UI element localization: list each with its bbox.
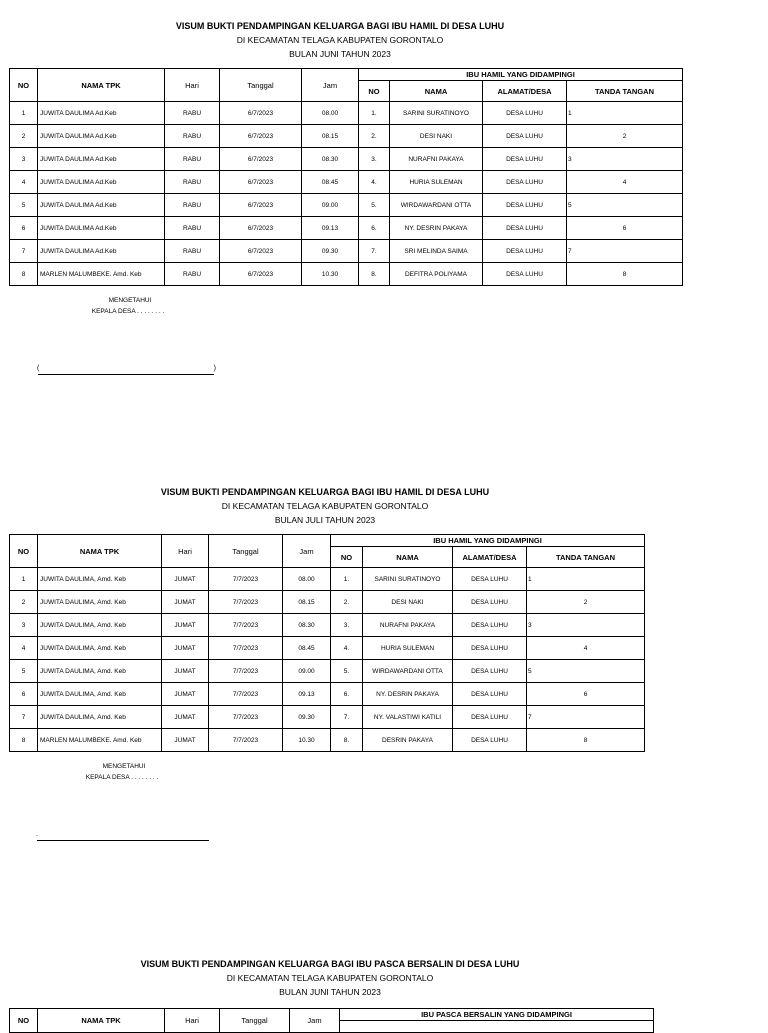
cell-no: 3 xyxy=(10,614,38,637)
section-title: VISUM BUKTI PENDAMPINGAN KELUARGA BAGI IBU PASCA BERSALIN DI DESA LUHU xyxy=(140,959,520,969)
header-no: NO xyxy=(10,1009,38,1033)
cell-alamat: DESA LUHU xyxy=(453,660,527,683)
cell-jam: 10.30 xyxy=(302,263,359,286)
cell-tanggal: 6/7/2023 xyxy=(220,125,302,148)
cell-no-2: 8. xyxy=(359,263,390,286)
cell-alamat: DESA LUHU xyxy=(483,194,567,217)
cell-tanda-tangan: 6 xyxy=(567,217,683,240)
cell-jam: 08.00 xyxy=(283,568,331,591)
cell-nama: SRI MELINDA SAIMA xyxy=(390,240,483,263)
cell-no-2: 3. xyxy=(359,148,390,171)
cell-nama: HURIA SULEMAN xyxy=(363,637,453,660)
kepala-desa-label: KEPALA DESA . . . . . . . . xyxy=(85,774,159,781)
cell-tanda-tangan: 6 xyxy=(527,683,645,706)
cell-alamat: DESA LUHU xyxy=(453,706,527,729)
cell-alamat: DESA LUHU xyxy=(453,637,527,660)
header-jam: Jam xyxy=(290,1009,340,1033)
cell-jam: 08.00 xyxy=(302,102,359,125)
cell-tanggal: 6/7/2023 xyxy=(220,102,302,125)
cell-no-2: 4. xyxy=(331,637,363,660)
cell-nama-tpk: JUWITA DAULIMA Ad.Keb xyxy=(38,217,165,240)
header-group-ibu-pasca-bersalin: IBU PASCA BERSALIN YANG DIDAMPINGI xyxy=(340,1009,654,1021)
cell-tanda-tangan: 7 xyxy=(567,240,683,263)
cell-nama-tpk: MARLEN MALUMBEKE. Amd. Keb xyxy=(38,263,165,286)
cell-no-2: 7. xyxy=(331,706,363,729)
cell-nama: SARINI SURATINOYO xyxy=(390,102,483,125)
cell-tanda-tangan: 4 xyxy=(527,637,645,660)
cell-no-2: 7. xyxy=(359,240,390,263)
table-row xyxy=(10,194,683,217)
cell-jam: 09.13 xyxy=(283,683,331,706)
cell-tanda-tangan: 1 xyxy=(527,568,645,591)
cell-nama: SARINI SURATINOYO xyxy=(363,568,453,591)
header-nama-tpk: NAMA TPK xyxy=(38,69,165,102)
section-subtitle-period: BULAN JULI TAHUN 2023 xyxy=(274,515,376,525)
cell-tanda-tangan: 5 xyxy=(527,660,645,683)
cell-hari: RABU xyxy=(165,171,220,194)
cell-hari: RABU xyxy=(165,217,220,240)
cell-no: 2 xyxy=(10,591,38,614)
header-alamat: ALAMAT/DESA xyxy=(453,547,527,568)
cell-jam: 08.45 xyxy=(283,637,331,660)
cell-nama: NY. DESRIN PAKAYA xyxy=(363,683,453,706)
cell-tanggal: 7/7/2023 xyxy=(209,706,283,729)
cell-tanggal: 6/7/2023 xyxy=(220,263,302,286)
cell-nama: NY. DESRIN PAKAYA xyxy=(390,217,483,240)
cell-hari: RABU xyxy=(165,102,220,125)
cell-no-2: 2. xyxy=(331,591,363,614)
table-row xyxy=(10,683,645,706)
table-row xyxy=(10,660,645,683)
cell-tanggal: 7/7/2023 xyxy=(209,729,283,752)
cell-nama-tpk: JUWITA DAULIMA Ad.Keb xyxy=(38,240,165,263)
header-hari: Hari xyxy=(162,535,209,568)
header-tanggal: Tanggal xyxy=(209,535,283,568)
signature-line xyxy=(37,365,216,375)
cell-nama: NURAFNI PAKAYA xyxy=(390,148,483,171)
cell-tanda-tangan: 2 xyxy=(527,591,645,614)
section-subtitle-district: DI KECAMATAN TELAGA KABUPATEN GORONTALO xyxy=(226,973,434,983)
cell-alamat: DESA LUHU xyxy=(453,614,527,637)
cell-tanggal: 6/7/2023 xyxy=(220,194,302,217)
header-hari: Hari xyxy=(165,69,220,102)
table-row xyxy=(10,125,683,148)
header-tanggal: Tanggal xyxy=(220,1009,290,1033)
header-group-ibu-hamil: IBU HAMIL YANG DIDAMPINGI xyxy=(359,69,683,81)
cell-hari: JUMAT xyxy=(162,591,209,614)
cell-tanggal: 7/7/2023 xyxy=(209,683,283,706)
cell-nama-tpk: JUWITA DAULIMA, Amd. Keb xyxy=(38,591,162,614)
cell-jam: 09.00 xyxy=(302,194,359,217)
cell-alamat: DESA LUHU xyxy=(483,240,567,263)
cell-alamat: DESA LUHU xyxy=(483,148,567,171)
cell-no: 8 xyxy=(10,263,38,286)
visum-table xyxy=(9,68,683,286)
cell-nama: WIRDAWARDANI OTTA xyxy=(390,194,483,217)
cell-alamat: DESA LUHU xyxy=(453,591,527,614)
cell-nama: DESI NAKI xyxy=(363,591,453,614)
cell-hari: RABU xyxy=(165,148,220,171)
cell-no-2: 5. xyxy=(359,194,390,217)
cell-tanda-tangan: 3 xyxy=(567,148,683,171)
table-row xyxy=(10,614,645,637)
header-nama-tpk: NAMA TPK xyxy=(38,1009,165,1033)
signature-line xyxy=(36,831,209,841)
cell-tanggal: 6/7/2023 xyxy=(220,171,302,194)
cell-tanda-tangan: 1 xyxy=(567,102,683,125)
table-row xyxy=(10,240,683,263)
cell-nama-tpk: JUWITA DAULIMA Ad.Keb xyxy=(38,148,165,171)
signature-open-paren: ( xyxy=(37,365,40,372)
cell-tanggal: 7/7/2023 xyxy=(209,660,283,683)
header-nama: NAMA xyxy=(363,547,453,568)
cell-no: 7 xyxy=(10,240,38,263)
mengetahui-label: MENGETAHUI xyxy=(102,763,146,770)
header-subgroup xyxy=(340,1021,654,1033)
cell-nama-tpk: JUWITA DAULIMA Ad.Keb xyxy=(38,125,165,148)
cell-jam: 09.30 xyxy=(283,706,331,729)
cell-tanda-tangan: 8 xyxy=(567,263,683,286)
cell-nama: WIRDAWARDANI OTTA xyxy=(363,660,453,683)
cell-jam: 08.30 xyxy=(302,148,359,171)
header-jam: Jam xyxy=(302,69,359,102)
cell-no-2: 5. xyxy=(331,660,363,683)
cell-no-2: 8. xyxy=(331,729,363,752)
cell-alamat: DESA LUHU xyxy=(483,171,567,194)
table-row xyxy=(10,102,683,125)
header-jam: Jam xyxy=(283,535,331,568)
cell-alamat: DESA LUHU xyxy=(483,217,567,240)
table-body xyxy=(10,102,683,286)
cell-hari: JUMAT xyxy=(162,637,209,660)
cell-jam: 09.13 xyxy=(302,217,359,240)
visum-table xyxy=(9,1008,654,1033)
cell-no: 8 xyxy=(10,729,38,752)
table-row xyxy=(10,706,645,729)
cell-hari: RABU xyxy=(165,194,220,217)
table-row xyxy=(10,568,645,591)
section-title: VISUM BUKTI PENDAMPINGAN KELUARGA BAGI IBU HAMIL DI DESA LUHU xyxy=(175,21,505,31)
cell-jam: 09.00 xyxy=(283,660,331,683)
mengetahui-label: MENGETAHUI xyxy=(108,297,152,304)
cell-nama-tpk: JUWITA DAULIMA Ad.Keb xyxy=(38,194,165,217)
cell-no-2: 6. xyxy=(359,217,390,240)
cell-no-2: 2. xyxy=(359,125,390,148)
cell-no: 1 xyxy=(10,102,38,125)
section-subtitle-period: BULAN JUNI TAHUN 2023 xyxy=(279,987,381,997)
header-nama-tpk: NAMA TPK xyxy=(38,535,162,568)
cell-alamat: DESA LUHU xyxy=(483,102,567,125)
cell-hari: JUMAT xyxy=(162,729,209,752)
cell-tanggal: 7/7/2023 xyxy=(209,637,283,660)
cell-nama-tpk: MARLEN MALUMBEKE. Amd. Keb xyxy=(38,729,162,752)
cell-tanda-tangan: 8 xyxy=(527,729,645,752)
header-hari: Hari xyxy=(165,1009,220,1033)
header-no-2: NO xyxy=(331,547,363,568)
table-row xyxy=(10,217,683,240)
cell-tanda-tangan: 4 xyxy=(567,171,683,194)
cell-nama: DESRIN PAKAYA xyxy=(363,729,453,752)
cell-jam: 08.45 xyxy=(302,171,359,194)
header-tanda-tangan: TANDA TANGAN xyxy=(527,547,645,568)
cell-jam: 08.15 xyxy=(302,125,359,148)
cell-no-2: 4. xyxy=(359,171,390,194)
cell-no-2: 3. xyxy=(331,614,363,637)
signature-close-paren: ) xyxy=(213,365,216,372)
cell-hari: JUMAT xyxy=(162,706,209,729)
cell-alamat: DESA LUHU xyxy=(483,125,567,148)
cell-tanggal: 6/7/2023 xyxy=(220,148,302,171)
table-row xyxy=(10,729,645,752)
cell-hari: RABU xyxy=(165,125,220,148)
signature-open-mark: . xyxy=(36,831,38,838)
cell-nama: DESI NAKI xyxy=(390,125,483,148)
cell-nama-tpk: JUWITA DAULIMA Ad.Keb xyxy=(38,171,165,194)
cell-nama: NURAFNI PAKAYA xyxy=(363,614,453,637)
cell-tanda-tangan: 3 xyxy=(527,614,645,637)
cell-no: 6 xyxy=(10,683,38,706)
cell-jam: 09.30 xyxy=(302,240,359,263)
table-row xyxy=(10,637,645,660)
cell-tanggal: 7/7/2023 xyxy=(209,614,283,637)
header-no: NO xyxy=(10,69,38,102)
table-row xyxy=(10,263,683,286)
cell-alamat: DESA LUHU xyxy=(483,263,567,286)
cell-no: 5 xyxy=(10,194,38,217)
cell-hari: JUMAT xyxy=(162,683,209,706)
cell-nama-tpk: JUWITA DAULIMA, Amd. Keb xyxy=(38,660,162,683)
cell-nama-tpk: JUWITA DAULIMA, Amd. Keb xyxy=(38,614,162,637)
cell-alamat: DESA LUHU xyxy=(453,683,527,706)
cell-no: 6 xyxy=(10,217,38,240)
cell-tanda-tangan: 2 xyxy=(567,125,683,148)
cell-jam: 08.30 xyxy=(283,614,331,637)
cell-no-2: 1. xyxy=(359,102,390,125)
table-row xyxy=(10,171,683,194)
section-title: VISUM BUKTI PENDAMPINGAN KELUARGA BAGI IBU HAMIL DI DESA LUHU xyxy=(160,487,490,497)
cell-no: 1 xyxy=(10,568,38,591)
cell-no: 7 xyxy=(10,706,38,729)
cell-alamat: DESA LUHU xyxy=(453,729,527,752)
table-body xyxy=(10,568,645,752)
cell-no: 4 xyxy=(10,637,38,660)
header-no-2: NO xyxy=(359,81,390,102)
cell-alamat: DESA LUHU xyxy=(453,568,527,591)
cell-tanggal: 6/7/2023 xyxy=(220,240,302,263)
cell-nama-tpk: JUWITA DAULIMA, Amd. Keb xyxy=(38,568,162,591)
cell-nama: NY. VALASTIWI KATILI xyxy=(363,706,453,729)
cell-tanggal: 6/7/2023 xyxy=(220,217,302,240)
cell-hari: JUMAT xyxy=(162,660,209,683)
cell-no-2: 6. xyxy=(331,683,363,706)
header-tanggal: Tanggal xyxy=(220,69,302,102)
header-group-ibu-hamil: IBU HAMIL YANG DIDAMPINGI xyxy=(331,535,645,547)
cell-no: 5 xyxy=(10,660,38,683)
cell-tanda-tangan: 5 xyxy=(567,194,683,217)
cell-no: 4 xyxy=(10,171,38,194)
kepala-desa-label: KEPALA DESA . . . . . . . . xyxy=(91,308,165,315)
cell-hari: RABU xyxy=(165,240,220,263)
visum-table xyxy=(9,534,645,752)
cell-nama-tpk: JUWITA DAULIMA, Amd. Keb xyxy=(38,637,162,660)
cell-tanggal: 7/7/2023 xyxy=(209,568,283,591)
cell-no: 3 xyxy=(10,148,38,171)
cell-nama-tpk: JUWITA DAULIMA, Amd. Keb xyxy=(38,706,162,729)
cell-nama: HURIA SULEMAN xyxy=(390,171,483,194)
header-tanda-tangan: TANDA TANGAN xyxy=(567,81,683,102)
cell-jam: 10.30 xyxy=(283,729,331,752)
table-row xyxy=(10,591,645,614)
section-subtitle-district: DI KECAMATAN TELAGA KABUPATEN GORONTALO xyxy=(236,35,444,45)
header-alamat: ALAMAT/DESA xyxy=(483,81,567,102)
cell-tanda-tangan: 7 xyxy=(527,706,645,729)
section-subtitle-period: BULAN JUNI TAHUN 2023 xyxy=(289,49,391,59)
header-nama: NAMA xyxy=(390,81,483,102)
cell-no-2: 1. xyxy=(331,568,363,591)
section-subtitle-district: DI KECAMATAN TELAGA KABUPATEN GORONTALO xyxy=(221,501,429,511)
cell-hari: JUMAT xyxy=(162,568,209,591)
table-row xyxy=(10,148,683,171)
cell-nama-tpk: JUWITA DAULIMA Ad.Keb xyxy=(38,102,165,125)
cell-no: 2 xyxy=(10,125,38,148)
cell-nama-tpk: JUWITA DAULIMA, Amd. Keb xyxy=(38,683,162,706)
cell-tanggal: 7/7/2023 xyxy=(209,591,283,614)
cell-hari: JUMAT xyxy=(162,614,209,637)
cell-hari: RABU xyxy=(165,263,220,286)
cell-jam: 08.15 xyxy=(283,591,331,614)
header-no: NO xyxy=(10,535,38,568)
cell-nama: DEFITRA POLIYAMA xyxy=(390,263,483,286)
